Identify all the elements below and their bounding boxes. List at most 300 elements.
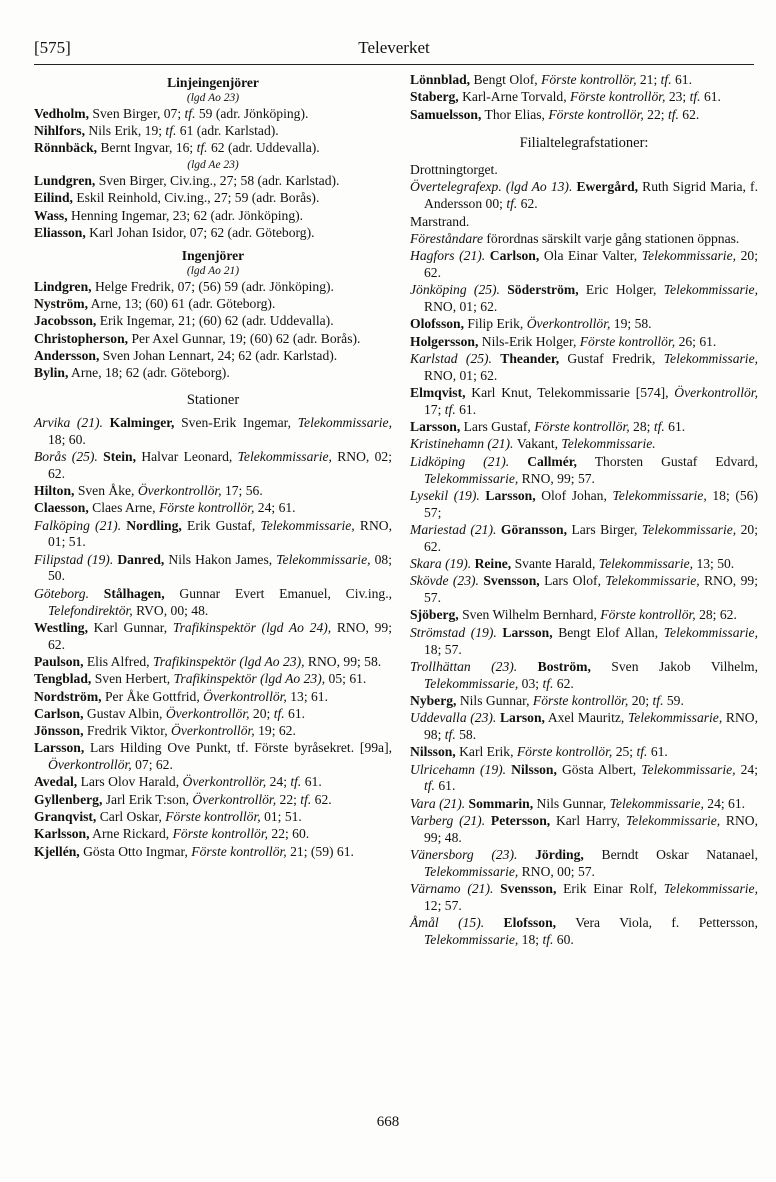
entry-detail: Överkontrollör, (182, 774, 267, 790)
station-label: Strömstad (19). (410, 624, 503, 640)
station-label: Jönköping (25). (410, 282, 508, 298)
entry (34, 296, 392, 313)
entry-detail: RNO, 01; 51. (48, 517, 393, 550)
entry-name: Nihlfors, (34, 123, 85, 139)
entry-name: Reine, (474, 556, 512, 572)
entry-detail: 18; 60. (48, 431, 86, 447)
entry (410, 419, 758, 436)
entry-detail: Elis Alfred, (83, 653, 153, 669)
entry-name: Petersson, (490, 812, 551, 828)
entry-detail: Karl-Arne Torvald, (458, 89, 571, 105)
station-label: Mariestad (21). (410, 521, 501, 537)
entry (410, 454, 758, 488)
station-label: Övertelegrafexp. (lgd Ao 13). (410, 179, 577, 195)
entry-detail: Telekommissarie, (663, 350, 759, 366)
entry-detail: tf. (273, 705, 285, 721)
entry-detail: 24; (735, 761, 758, 777)
entry-detail: RNO, 01; 62. (424, 367, 498, 383)
entry-name: Larson, (499, 710, 545, 726)
station-label: Borås (25). (34, 448, 104, 464)
entry-name: Tengblad, (34, 671, 92, 687)
entry-detail: 59. (663, 692, 684, 708)
entry (34, 689, 392, 706)
entry (410, 351, 758, 385)
entry-detail: Överkontrollör, (526, 316, 611, 332)
entry-detail: Överkontrollör, (48, 757, 132, 773)
entry (34, 740, 392, 774)
entry-list (34, 106, 392, 157)
entry (34, 279, 392, 296)
entry-detail: Sven Wilhelm Bernhard, (458, 607, 601, 623)
entry-detail: Telekommissarie, (609, 795, 704, 811)
entry-name: Svensson, (483, 573, 540, 589)
entry-detail: Telekommissarie, (424, 470, 519, 486)
entry-detail: Lars Olov Harald, (77, 774, 183, 790)
entry-name: Hilton, (34, 482, 75, 498)
entry-detail: RNO, 99; 57. (424, 573, 758, 606)
entry-detail: 62. (311, 791, 332, 807)
entry-detail: Telekommissarie, (297, 414, 392, 430)
entry-detail: Förste kontrollör, (548, 106, 644, 122)
entry-detail: Karl Erik, (455, 744, 517, 760)
entry (34, 331, 392, 348)
entry-detail: Sven Herbert, (91, 671, 174, 687)
entry-detail: Telekommissarie, (424, 863, 519, 879)
entry-name: Larsson, (34, 740, 85, 756)
entry-detail: Telekommissarie, (598, 556, 694, 572)
entry-detail: Bengt Elof Allan, (552, 624, 664, 640)
entry-detail: Bernt Ingvar, 16; (97, 140, 197, 156)
entry (34, 518, 392, 552)
entry-detail: tf. (667, 106, 679, 122)
entry (410, 89, 758, 106)
page-header (34, 38, 754, 65)
entry (34, 225, 392, 242)
entry-detail: Helge Fredrik, 07; (56) 59 (adr. Jönköping). (91, 278, 334, 294)
entry-detail: Per Åke Gottfrid, (101, 688, 204, 704)
entry-name: Nyström, (34, 295, 88, 311)
entry-detail: Karl Johan Isidor, 07; 62 (adr. Göteborg). (85, 225, 315, 241)
entry-name: Jacobsson, (34, 313, 97, 329)
entry-detail: RNO, 99; 57. (518, 470, 595, 486)
entry-detail: Erik Ingemar, 21; (60) 62 (adr. Uddevalla). (96, 313, 334, 329)
entry-detail: Förste kontrollör, (172, 826, 269, 842)
entry (410, 693, 758, 710)
entry-name: Gyllenberg, (34, 791, 103, 807)
entry (34, 415, 392, 449)
entry-detail: 61. (434, 778, 456, 794)
section-heading: Ingenjörer (181, 247, 245, 263)
entry-detail: Eric Holger, (578, 282, 664, 298)
entry-detail: Överkontrollör, (137, 482, 222, 498)
entry-detail: Thorsten Gustaf Edvard, (576, 453, 758, 469)
grade-note: (lgd Ao 21) (186, 264, 240, 277)
grade-note: (lgd Ao 23) (186, 91, 240, 104)
entry-detail: Arne, 13; (60) 61 (adr. Göteborg). (87, 295, 276, 311)
entry-detail: tf. (444, 401, 456, 417)
entry-name: Samuelsson, (410, 106, 482, 122)
entry-name: Bylin, (34, 365, 69, 381)
entry-detail: tf. (184, 105, 196, 121)
entry-detail: 20; (249, 705, 274, 721)
entry-detail: Arne Rickard, (89, 826, 173, 842)
entry-name: Carlson, (34, 705, 84, 721)
section-heading: Filialtelegrafstationer: (519, 135, 649, 152)
entry-detail: 19; 62. (254, 723, 296, 739)
entry (410, 813, 758, 847)
entry (410, 231, 758, 248)
entry-detail: Thor Elias, (481, 106, 549, 122)
entry-detail: 59 (adr. Jönköping). (195, 105, 309, 121)
entry-name: Staberg, (410, 89, 459, 105)
entry-detail: Förste kontrollör, (165, 809, 261, 825)
entry-name: Larsson, (502, 624, 553, 640)
entry-name: Christopherson, (34, 330, 129, 346)
entry (34, 500, 392, 517)
entry (410, 179, 758, 213)
entry (410, 334, 758, 351)
entry-detail: Telekommissarie, (260, 517, 355, 533)
entry-name: Elmqvist, (410, 385, 466, 401)
entry (34, 173, 392, 190)
entry-name: Theander, (500, 350, 560, 366)
entry (34, 620, 392, 654)
entry-name: Holgersson, (410, 333, 479, 349)
entry-name: Svensson, (500, 881, 557, 897)
entry-detail: Gunnar Evert Emanuel, Civ.ing., (164, 585, 392, 601)
entry-detail: 61. (700, 89, 721, 105)
entry-name: Granqvist, (34, 809, 97, 825)
entry-name: Eliasson, (34, 225, 86, 241)
entry-name: Avedal, (34, 774, 78, 790)
entry (34, 774, 392, 791)
entry-name: Eilind, (34, 190, 73, 206)
entry-detail: 25; (612, 744, 637, 760)
station-label: Ulricehamn (19). (410, 761, 512, 777)
entry-detail: Gustav Albin, (83, 705, 166, 721)
entry-detail: Ola Einar Valter, (539, 248, 642, 264)
entry-detail: RNO, 01; 62. (424, 299, 498, 315)
entry (34, 208, 392, 225)
entry-detail: 22; (643, 106, 668, 122)
entry-detail: Överkontrollör, (674, 385, 758, 401)
entry (410, 107, 758, 124)
entry-detail: 61. (301, 774, 322, 790)
entry-name: Ewergård, (576, 179, 639, 195)
entry-detail: 62 (adr. Uddevalla). (207, 140, 320, 156)
section-heading: Stationer (186, 391, 240, 408)
entry-detail: Gösta Albert, (556, 761, 642, 777)
entry-detail: Överkontrollör, (203, 688, 287, 704)
entry-detail: 19; 58. (610, 316, 652, 332)
entry-detail: Carl Oskar, (96, 809, 166, 825)
entry-detail: Claes Arne, (88, 500, 159, 516)
entry-name: Paulson, (34, 653, 84, 669)
entry-list (410, 248, 758, 949)
station-label: Föreståndare (410, 230, 483, 246)
entry-name: Westling, (34, 619, 89, 635)
entry-name: Jörding, (535, 847, 584, 863)
station-label: Karlstad (25). (410, 350, 501, 366)
entry-list (34, 279, 392, 382)
entry-detail: 23; (665, 89, 690, 105)
entry-detail: RNO, 99; 48. (424, 812, 759, 845)
entry-detail: Telekommissarie, (663, 282, 758, 298)
entry-detail: 17; (424, 401, 445, 417)
entry-detail: Trafikinspektör (lgd Ao 23), (152, 653, 305, 669)
station-label: Värnamo (21). (410, 881, 501, 897)
entry-detail: Förste kontrollör, (191, 843, 287, 859)
entry-detail: Arne, 18; 62 (adr. Göteborg). (68, 365, 230, 381)
entry-detail: 20; 62. (424, 248, 758, 280)
entry-detail: Ruth Sigrid Maria, f. Andersson 00; (424, 179, 758, 212)
entry-detail: 22; (276, 791, 301, 807)
station-label: Vara (21). (410, 795, 469, 811)
entry-name: Nordling, (126, 517, 182, 533)
entry-detail: Telekommissarie, (663, 624, 758, 640)
entry (34, 449, 392, 483)
entry-detail: Nils Gunnar, (533, 795, 610, 811)
entry (34, 654, 392, 671)
entry (410, 847, 758, 881)
entry (410, 436, 758, 453)
entry-detail: tf. (542, 675, 554, 691)
entry-name: Larsson, (410, 419, 461, 435)
entry-name: Olofsson, (410, 316, 465, 332)
entry-name: Nilsson, (410, 744, 456, 760)
entry (410, 915, 758, 949)
station-label: Trollhättan (23). (410, 658, 538, 674)
entry-detail: Lars Olof, (539, 573, 606, 589)
entry-name: Rönnbäck, (34, 140, 98, 156)
entry-detail: 58. (455, 726, 477, 742)
entry (34, 706, 392, 723)
entry-detail: tf. (424, 778, 435, 794)
entry-detail: Telekommissarie, (641, 248, 737, 264)
entry-detail: 26; 61. (675, 333, 717, 349)
entry (34, 365, 392, 382)
station-label: Göteborg. (34, 585, 104, 601)
entry (410, 385, 758, 419)
entry-detail: Telekommissarie. (561, 436, 656, 452)
entry-detail: 61 (adr. Karlstad). (176, 123, 279, 139)
entry-detail: 05; 61. (325, 671, 367, 687)
entry-detail: Trafikinspektör (lgd Ao 23), (173, 671, 326, 687)
station-label: Vänersborg (23). (410, 847, 536, 863)
entry-detail: Lars Hilding Ove Punkt, tf. Förste byråsekret. [99a], (84, 740, 392, 756)
entry-detail: Erik Gustaf, (181, 517, 261, 533)
entry-detail: Nils Gunnar, (456, 692, 533, 708)
station-label: Lysekil (19). (410, 487, 486, 503)
entry-detail: Karl Harry, (550, 812, 626, 828)
entry-detail: Henning Ingemar, 23; 62 (adr. Jönköping). (67, 207, 304, 223)
entry (34, 123, 392, 140)
entry-detail: tf. (636, 744, 648, 760)
entry-name: Sjöberg, (410, 607, 459, 623)
entry-detail: 07; 62. (131, 757, 173, 773)
entry-detail: Gösta Otto Ingmar, (79, 843, 192, 859)
entry-detail: Telekommissarie, (641, 761, 736, 777)
entry-detail: tf. (196, 140, 208, 156)
entry-detail: tf. (653, 419, 665, 435)
entry-detail: 20; (628, 692, 653, 708)
entry-name: Lindgren, (34, 278, 92, 294)
entry-detail: Telekommissarie, (424, 932, 519, 948)
station-name: Drottningtorget. (410, 162, 498, 178)
entry-detail: Telekommissarie, (625, 812, 721, 828)
entry-detail: 13; 50. (693, 556, 735, 572)
entry-detail: Svante Harald, (511, 556, 599, 572)
entry-detail: Förste kontrollör, (532, 692, 629, 708)
entry (410, 573, 758, 607)
entry-detail: Förste kontrollör, (541, 72, 637, 87)
entry (410, 488, 758, 522)
entry (34, 106, 392, 123)
entry-detail: 03; (518, 675, 543, 691)
station-label: Falköping (21). (34, 517, 127, 533)
entry-name: Vedholm, (34, 105, 90, 121)
entry-detail: 62. (517, 196, 538, 212)
entry (410, 625, 758, 659)
entry-detail: 60. (553, 932, 574, 948)
entry-detail: 12; 57. (424, 897, 462, 913)
entry-detail: Eskil Reinhold, Civ.ing., 27; 59 (adr. Borås). (72, 190, 320, 206)
entry-detail: Telekommissarie, (424, 675, 519, 691)
entry-detail: 21; (59) 61. (286, 843, 354, 859)
entry-detail: 08; 50. (48, 551, 392, 584)
entry-list (410, 179, 758, 213)
entry-list (410, 231, 758, 248)
entry-detail: RNO, 98; (424, 710, 758, 742)
station-label: Lidköping (21). (410, 453, 528, 469)
entry (410, 522, 758, 556)
entry (34, 313, 392, 330)
entry (34, 809, 392, 826)
entry-name: Danred, (117, 551, 165, 567)
station-label: Skövde (23). (410, 573, 484, 589)
entry-detail: 01; 51. (260, 809, 302, 825)
entry-name: Stålhagen, (103, 585, 165, 601)
entry-detail: Förste kontrollör, (516, 744, 613, 760)
entry-detail: förordnas särskilt varje gång stationen öppnas. (483, 230, 740, 246)
entry-detail: 24; 61. (703, 795, 746, 811)
entry-name: Jönsson, (34, 723, 84, 739)
entry-detail: Nils-Erik Holger, (478, 333, 580, 349)
entry-name: Nordström, (34, 688, 102, 704)
entry (34, 190, 392, 207)
entry-name: Andersson, (34, 347, 100, 363)
entry-detail: RNO, 00; 57. (518, 863, 595, 879)
entry-detail: Vera Viola, f. Pettersson, (556, 915, 758, 931)
entry-detail: Överkontrollör, (165, 705, 250, 721)
entry-detail: Telekommissarie, (612, 487, 707, 503)
entry-name: Sommarin, (468, 795, 534, 811)
page-reference: [575] (34, 38, 71, 57)
station-label: Arvika (21). (34, 414, 110, 430)
station-label: Uddevalla (23). (410, 710, 500, 726)
entry-detail: 61. (671, 72, 692, 87)
entry (410, 72, 758, 89)
entry-detail: 21; (636, 72, 661, 87)
left-column (34, 72, 392, 861)
entry-name: Lundgren, (34, 173, 96, 189)
entry-detail: Överkontrollör, (171, 723, 255, 739)
entry-detail: RNO, 02; 62. (48, 448, 392, 481)
station-label: Skara (19). (410, 556, 475, 572)
entry-detail: Förste kontrollör, (579, 333, 676, 349)
entry-detail: Bengt Olof, (470, 72, 542, 87)
entry-name: Söderström, (507, 282, 579, 298)
entry-detail: 22; 60. (268, 826, 310, 842)
entry (410, 796, 758, 813)
entry-detail: tf. (300, 791, 312, 807)
entry-detail: Jarl Erik T:son, (102, 791, 193, 807)
entry-detail: 61. (664, 419, 686, 435)
entry (34, 671, 392, 688)
entry (410, 316, 758, 333)
entry-detail: 18; 57. (424, 641, 462, 657)
entry-detail: 18; (56) 57; (424, 487, 758, 520)
entry (410, 762, 758, 796)
entry-detail: tf. (660, 72, 672, 87)
entry-detail: Sven Birger, Civ.ing., 27; 58 (adr. Karlstad). (95, 173, 340, 189)
entry (34, 552, 392, 586)
entry (34, 586, 392, 620)
station-name: Marstrand. (410, 213, 470, 229)
entry-detail: Förste kontrollör, (158, 500, 255, 516)
entry-name: Kalminger, (109, 414, 175, 430)
entry-detail: 61. (455, 401, 477, 417)
entry (410, 881, 758, 915)
entry-detail: 28; (629, 419, 654, 435)
entry-detail: 20; 62. (424, 521, 758, 554)
entry-detail: tf. (444, 726, 456, 742)
entry-detail: Axel Mauritz, (544, 710, 628, 726)
entry-detail: Telekommissarie, (237, 448, 332, 464)
entry-detail: Halvar Leonard, (136, 448, 238, 464)
entry-detail: Fredrik Viktor, (83, 723, 171, 739)
right-column (410, 72, 758, 949)
entry-name: Larsson, (485, 487, 536, 503)
entry-list (34, 173, 392, 242)
entry-detail: 24; (266, 774, 291, 790)
entry (410, 710, 758, 744)
entry-name: Kjellén, (34, 843, 80, 859)
entry-list (34, 415, 392, 861)
station-label: Hagfors (21). (410, 248, 490, 264)
entry-name: Karlsson, (34, 826, 90, 842)
entry-name: Göransson, (500, 521, 567, 537)
entry-detail: Trafikinspektör (lgd Ao 24), (172, 619, 332, 635)
station-label: Filipstad (19). (34, 551, 118, 567)
entry-name: Carlson, (489, 248, 540, 264)
entry-detail: tf. (689, 89, 701, 105)
entry (34, 792, 392, 809)
station-label: Åmål (15). (410, 915, 504, 931)
entry-detail: Sven Åke, (74, 482, 138, 498)
entry-name: Lönnblad, (410, 72, 471, 87)
entry-detail: 28; 62. (695, 607, 737, 623)
entry-detail: Sven-Erik Ingemar, (174, 414, 298, 430)
entry-name: Elofsson, (503, 915, 557, 931)
entry-detail: 62. (678, 106, 700, 122)
entry-detail: Förste kontrollör, (600, 607, 696, 623)
entry-detail: Berndt Oskar Natanael, (583, 847, 759, 863)
entry-detail: RVO, 00; 48. (132, 602, 209, 618)
section-heading: Linjeingenjörer (167, 75, 259, 90)
entry-detail: tf. (290, 774, 302, 790)
entry-detail: 61. (647, 744, 668, 760)
